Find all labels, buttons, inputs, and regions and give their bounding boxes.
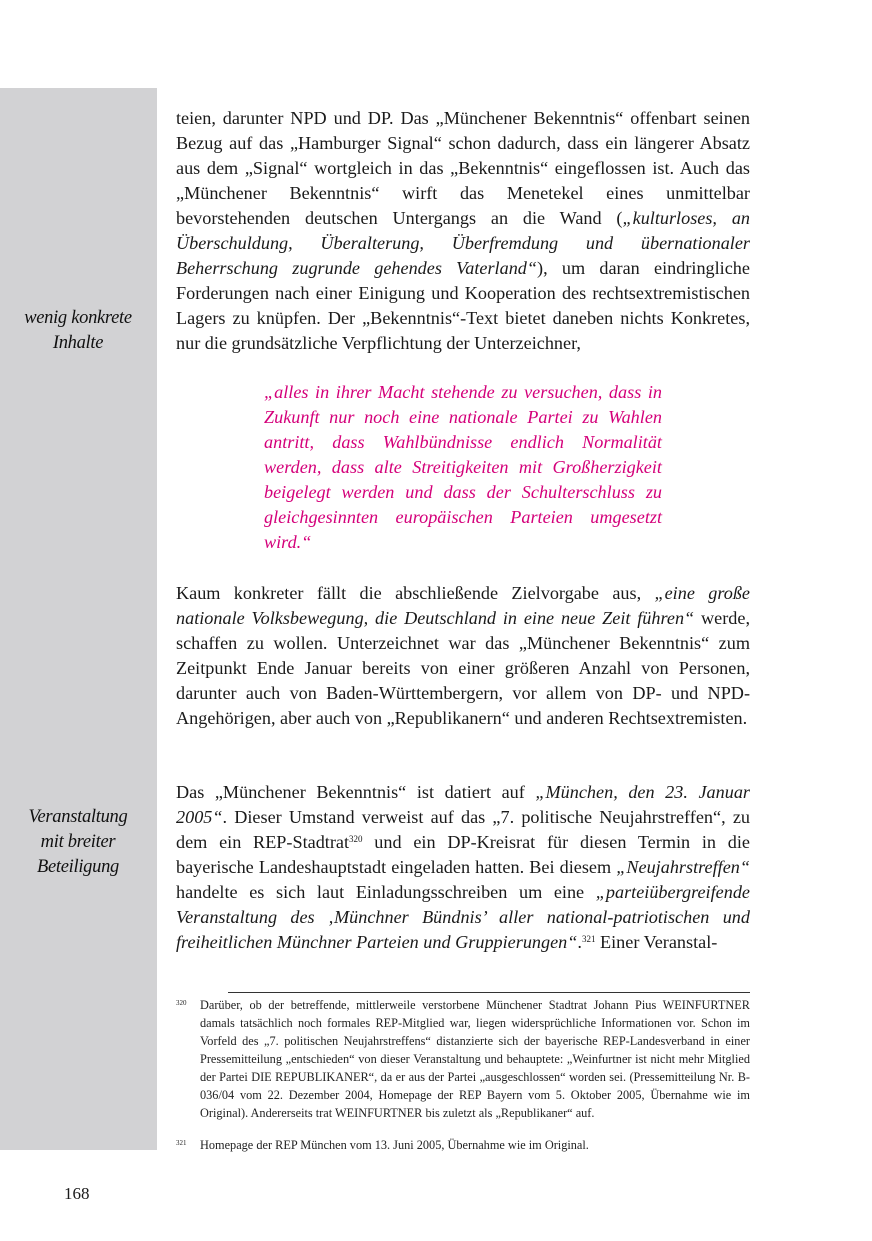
paragraph-3: Das „Münchener Bekenntnis“ ist datiert auf „München, den 23. Januar 2005“. Dieser Umstand verweist auf das „7. politische Neujahrstreffen“, zu dem ein REP-Stadtrat$^{320}$ und ein DP-Kreisrat für diesen Termin in die bayerische Landeshauptstadt eingeladen hatten. Bei diesem „Neujahrstreffen“ handelte es sich laut Einladungsschreiben um eine „parteiübergreifende Veranstaltung des ‚Münchner Bündnis’ aller national-patriotischen und freiheitlichen Münchner Parteien und Gruppierungen“.$^{321}$ Einer Veranstal- [176,782,750,952]
margin-note-veranstaltung: Veranstaltung mit breiter Beteiligung [28,807,128,877]
paragraph-1: teien, darunter NPD und DP. Das „Münchener Bekenntnis“ offenbart seinen Bezug auf das „Hamburger Signal“ schon dadurch, dass ein längerer Absatz aus dem „Signal“ wortgleich in das „Bekenntnis“ eingeflossen ist. Auch das „Münchener Bekenntnis“ wirft das Menetekel eines unmittelbar bevorstehenden deutschen Untergangs an die Wand („kulturloses, an Überschuldung, Überalterung, Überfremdung und übernationaler Beherrschung zugrunde gehendes Vaterland“), um daran eindringliche Forderungen nach einer Einigung und Kooperation des rechtsextremistischen Lagers zu knüpfen. Der „Bekenntnis“-Text bietet daneben nichts Konkretes, nur die grundsätzliche Verpflichtung der Unterzeichner, [176,108,751,353]
footnote-number: 321 [176,1139,187,1147]
quote-inline-veranstaltung: „parteiübergreifende Veranstaltung des ‚Münchner Bündnis’ aller national-patriotischen und freiheitlichen Münchner Parteien und Gruppierungen“ [176,882,750,952]
paragraph-2: Kaum konkreter fällt die abschließende Zielvorgabe aus, „eine große nationale Volksbewegung, die Deutschland in eine neue Zeit führen“ werde, schaffen zu wollen. Unterzeichnet war das „Münchener Bekenntnis“ zum Zeitpunkt Ende Januar bereits von einer größeren Anzahl von Personen, darunter auch von Baden-Württembergern, vor allem von DP- und NPD-Angehörigen, aber auch von „Republikanern“ und anderen Rechtsextremisten. [176,583,751,728]
quote-inline-volksbewegung: „eine große nationale Volksbewegung, die Deutschland in eine neue Zeit führen“ [176,583,751,628]
footnote-ref-320[interactable]: 320 [349,834,363,844]
quote-inline-vaterland: „kulturloses, an Überschuldung, Überalterung, Überfremdung und übernationaler Beherrschung zugrunde gehendes Vaterland“ [176,208,751,278]
footnote-divider [228,992,750,993]
footnote-321 [176,1136,750,1154]
quote-inline-muenchen-date: „München, den 23. Januar 2005“ [176,782,750,827]
quote-inline-neujahrstreffen: „Neujahrstreffen“ [616,857,750,877]
footnote-320 [176,996,750,1122]
footnote-text: Homepage der REP München vom 13. Juni 2005, Übernahme wie im Original. [200,1138,589,1152]
footnote-ref-321[interactable]: 321 [581,934,596,944]
block-quote: „alles in ihrer Macht stehende zu versuchen, dass in Zukunft nur noch eine nationale Partei zu Wahlen antritt, dass Wahlbündnisse endlich Normalität werden, dass alte Streitigkeiten mit Großherzigkeit beigelegt werden und dass der Schulterschluss zu gleichgesinnten europäischen Parteien umgesetzt wird.“ [264,382,662,552]
page-number: 168 [64,1184,90,1203]
margin-column [0,88,157,1150]
margin-note-wenig-konkrete-inhalte: wenig konkrete Inhalte [24,308,132,353]
footnote-text: Darüber, ob der betreffende, mittlerweile verstorbene Münchener Stadtrat Johann Pius WEINFURTNER damals tatsächlich noch formales REP-Mitglied war, liegen widersprüchliche Informationen vor. Schon im Vorfeld des „7. politischen Neujahrstreffens“ distanzierte sich der bayerische REP-Landesverband in einer Pressemitteilung „entschieden“ von dieser Veranstaltung und behauptete: „Weinfurtner ist nicht mehr Mitglied der Partei DIE REPUBLIKANER“, da er aus der Partei „ausgeschlossen“ worden sei. (Pressemitteilung Nr. B-036/04 vom 22. Dezember 2004, Homepage der REP Bayern vom 5. Oktober 2005, Übernahme wie im Original). Andererseits trat WEINFURTNER bis zuletzt als „Republikaner“ auf. [200,998,750,1120]
footnote-number: 320 [176,999,187,1007]
